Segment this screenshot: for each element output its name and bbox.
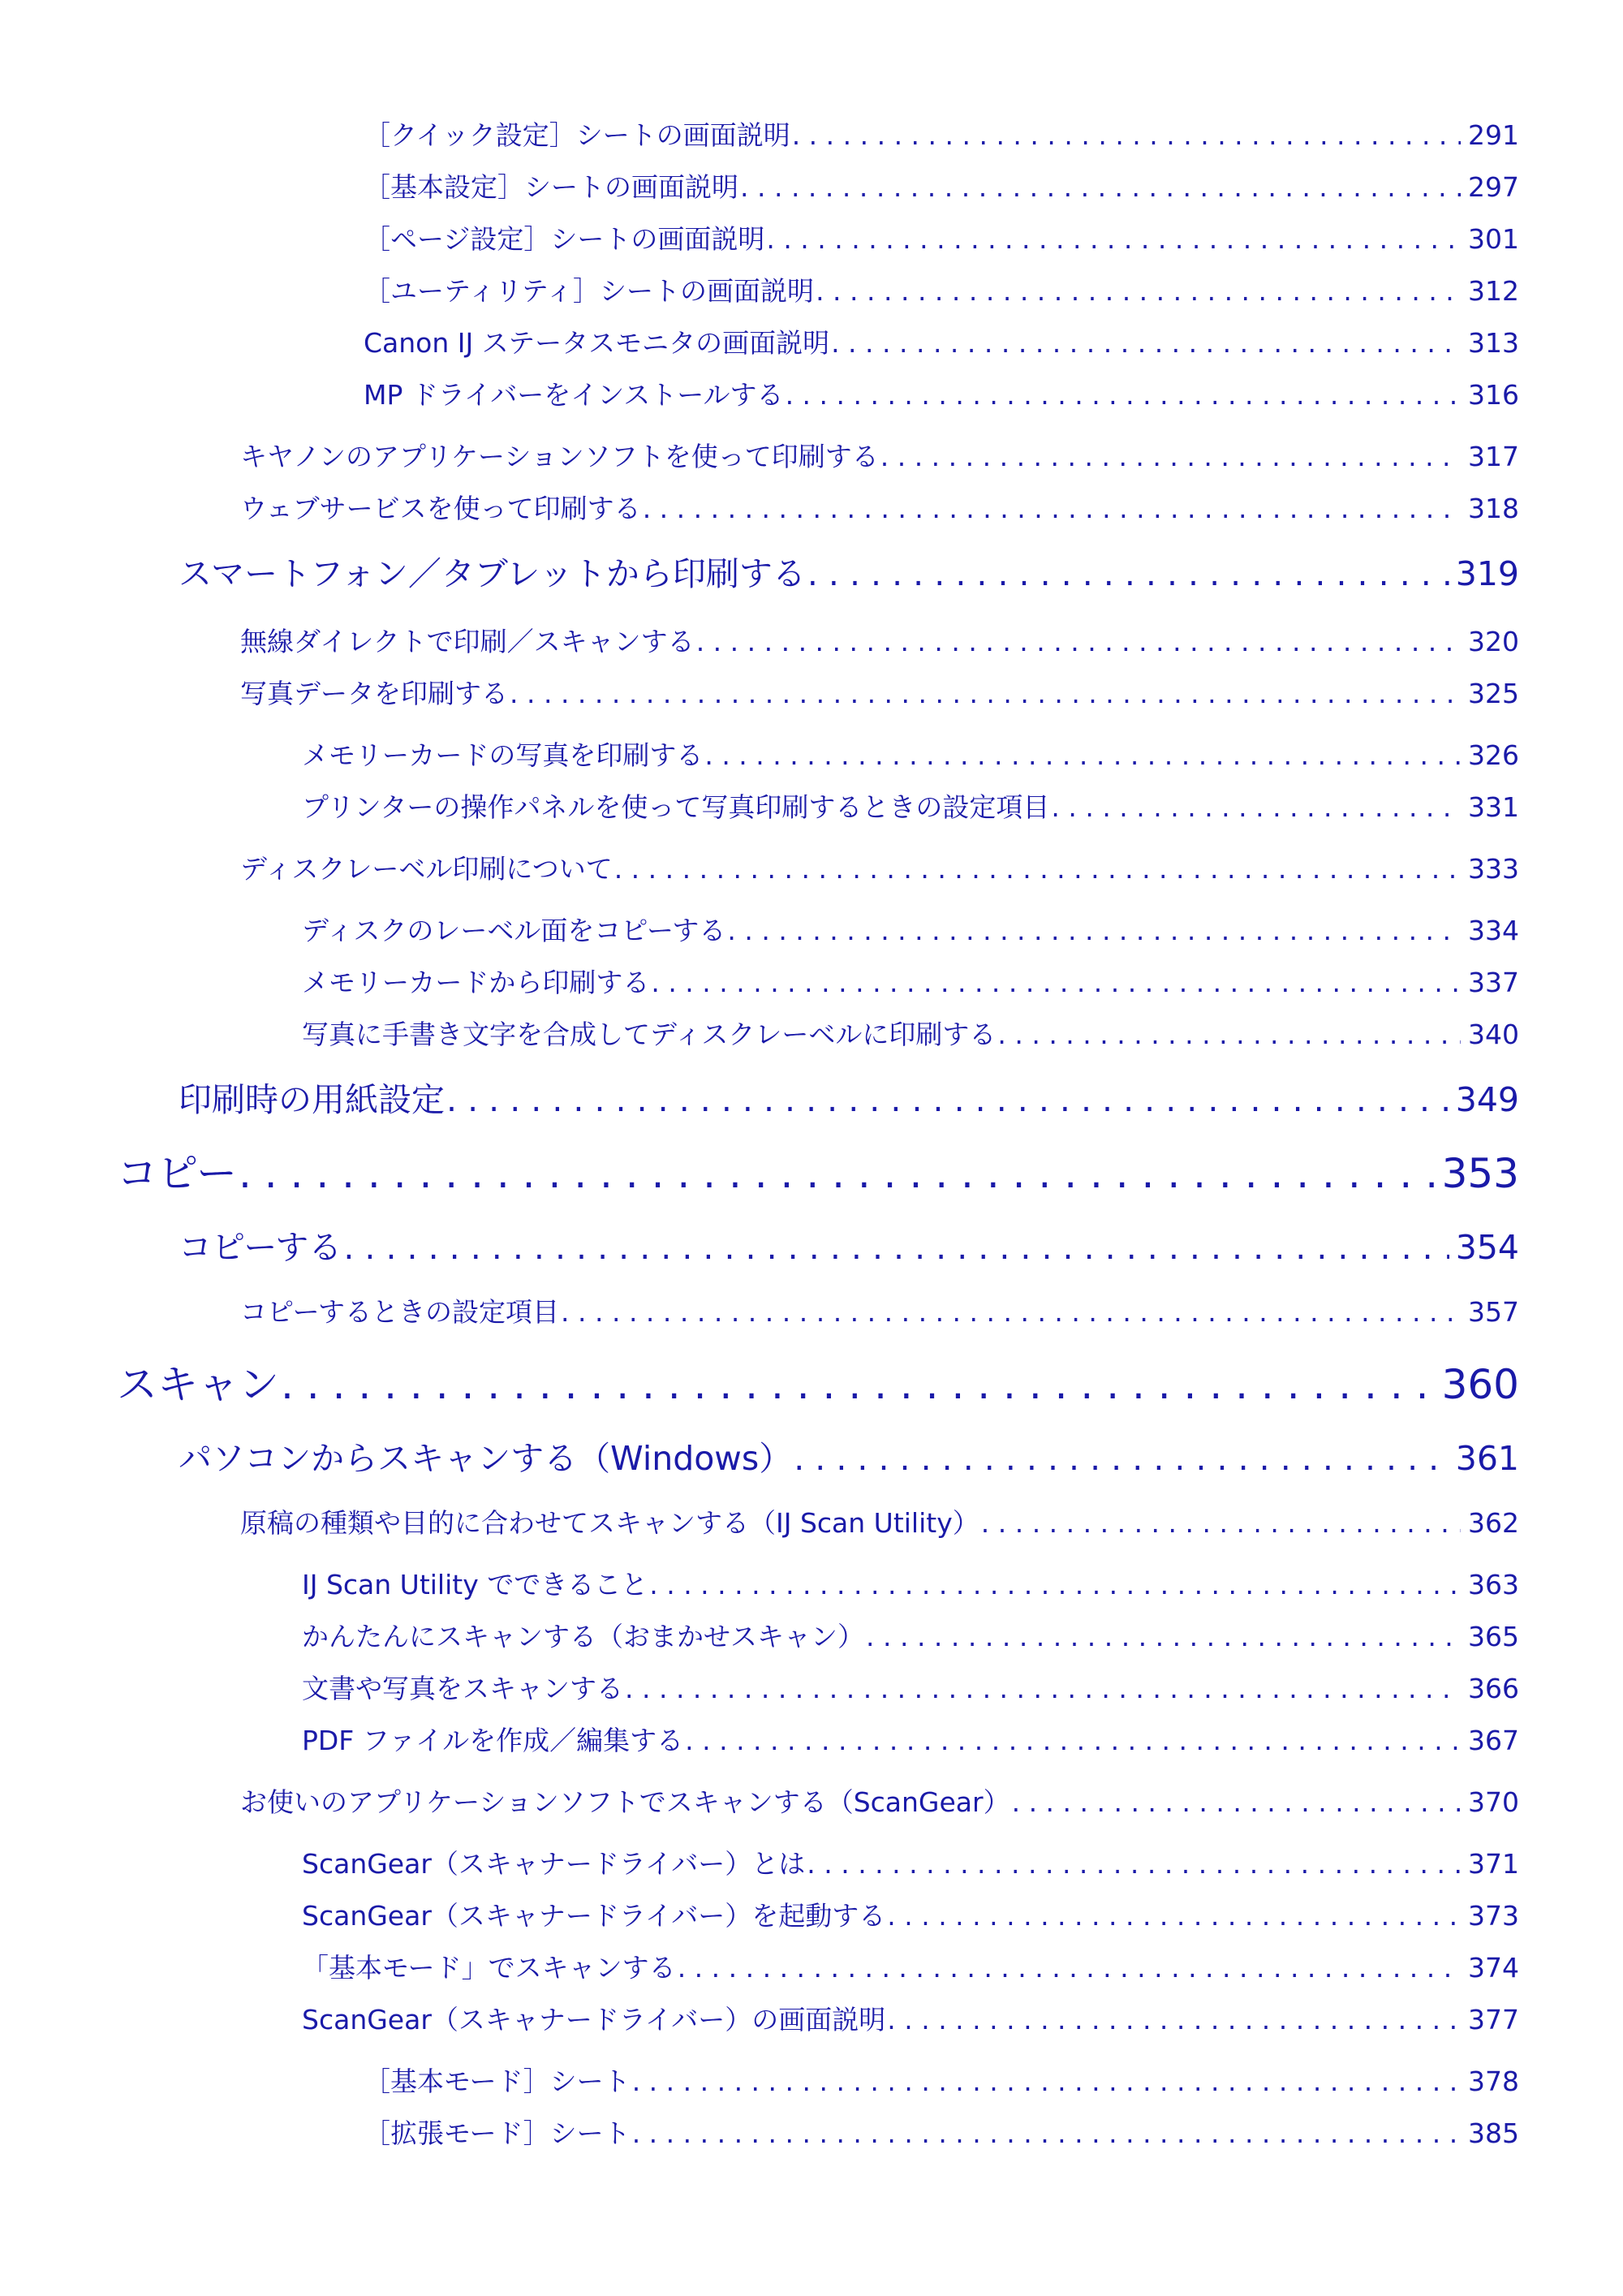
toc-entry-title: 文書や写真をスキャンする (302, 1673, 623, 1704)
toc-page-number: 377 (1468, 2004, 1519, 2035)
toc-entry[interactable] (364, 117, 1519, 154)
toc-dot-leader (794, 1437, 1449, 1480)
toc-entry[interactable] (302, 1566, 1519, 1604)
toc-entry[interactable] (364, 2115, 1519, 2152)
toc-entry[interactable] (240, 675, 1519, 713)
toc-entry[interactable] (302, 964, 1519, 1002)
toc-dot-leader (446, 1078, 1449, 1122)
toc-entry[interactable] (364, 325, 1519, 362)
toc-entry[interactable] (240, 1784, 1519, 1821)
toc-dot-leader (649, 1566, 1461, 1604)
toc-dot-leader (786, 377, 1461, 414)
toc-entry-title: 写真に手書き文字を合成してディスクレーベルに印刷する (302, 1019, 997, 1050)
toc-page-number: 366 (1468, 1673, 1519, 1704)
toc-entry[interactable] (179, 1226, 1519, 1269)
toc-entry[interactable] (117, 1359, 1519, 1411)
toc-entry[interactable] (364, 2063, 1519, 2100)
toc-entry[interactable] (302, 1670, 1519, 1708)
toc-entry-title: 無線ダイレクトで印刷／スキャンする (240, 626, 695, 657)
toc-entry[interactable] (302, 1898, 1519, 1935)
toc-page-number: 325 (1468, 678, 1519, 709)
toc-dot-leader (343, 1226, 1449, 1269)
toc-entry-title: キヤノンのアプリケーションソフトを使って印刷する (240, 441, 879, 472)
toc-dot-leader (643, 490, 1461, 528)
toc-entry[interactable] (302, 1949, 1519, 1987)
toc-page-number: 362 (1468, 1507, 1519, 1539)
toc-entry-title: 原稿の種類や目的に合わせてスキャンする（IJ Scan Utility） (240, 1507, 979, 1539)
toc-page-number: 326 (1468, 739, 1519, 771)
toc-page-number: 370 (1468, 1786, 1519, 1818)
toc-dot-leader (625, 1670, 1461, 1708)
toc-page-number: 340 (1468, 1019, 1519, 1050)
toc-entry-title: ［基本モード］シート (364, 2066, 631, 2097)
toc-page-number: 313 (1468, 327, 1519, 359)
toc-entry[interactable] (364, 273, 1519, 310)
toc-entry-title: ［基本設定］シートの画面説明 (364, 171, 738, 203)
toc-entry-title: スマートフォン／タブレットから印刷する (179, 554, 806, 593)
toc-entry-title: ScanGear（スキャナードライバー）を起動する (302, 1900, 886, 1932)
toc-entry-title: 「基本モード」でスキャンする (302, 1952, 676, 1984)
toc-page-number: 365 (1468, 1621, 1519, 1652)
toc-entry-title: コピー (117, 1150, 237, 1197)
toc-dot-leader (1051, 789, 1461, 826)
toc-dot-leader (807, 1846, 1461, 1883)
toc-page-number: 367 (1468, 1725, 1519, 1756)
toc-page-number: 371 (1468, 1848, 1519, 1880)
toc-page-number: 357 (1468, 1296, 1519, 1328)
toc-entry[interactable] (240, 623, 1519, 661)
toc-page-number: 354 (1455, 1228, 1519, 1267)
toc-entry-title: コピーする (179, 1228, 342, 1267)
toc-dot-leader (866, 1618, 1461, 1656)
toc-dot-leader (614, 851, 1461, 888)
toc-entry-title: 印刷時の用紙設定 (179, 1080, 445, 1119)
toc-page-number: 320 (1468, 626, 1519, 657)
toc-dot-leader (831, 325, 1461, 362)
toc-entry[interactable] (302, 1846, 1519, 1883)
toc-entry[interactable] (179, 1437, 1519, 1480)
toc-page-number: 360 (1441, 1361, 1519, 1408)
toc-page-number: 331 (1468, 791, 1519, 823)
toc-entry[interactable] (302, 789, 1519, 826)
toc-dot-leader (561, 1294, 1461, 1331)
toc-entry[interactable] (179, 1078, 1519, 1122)
toc-dot-leader (740, 169, 1461, 206)
toc-entry-title: IJ Scan Utility でできること (302, 1569, 648, 1600)
toc-entry-title: メモリーカードから印刷する (302, 967, 650, 998)
toc-entry-title: 写真データを印刷する (240, 678, 508, 709)
toc-page-number: 374 (1468, 1952, 1519, 1984)
toc-entry-title: ScanGear（スキャナードライバー）とは (302, 1848, 806, 1880)
toc-entry-title: ［ユーティリティ］シートの画面説明 (364, 275, 815, 307)
toc-page-number: 319 (1455, 554, 1519, 593)
toc-page-number: 317 (1468, 441, 1519, 472)
toc-entry[interactable] (302, 2001, 1519, 2039)
toc-page-number: 301 (1468, 223, 1519, 255)
toc-entry-title: ウェブサービスを使って印刷する (240, 493, 641, 524)
toc-dot-leader (807, 552, 1449, 596)
toc-entry[interactable] (240, 1294, 1519, 1331)
toc-dot-leader (792, 117, 1461, 154)
toc-page-number: 363 (1468, 1569, 1519, 1600)
toc-page-number: 361 (1455, 1439, 1519, 1478)
toc-entry[interactable] (302, 1722, 1519, 1760)
toc-page-number: 316 (1468, 379, 1519, 411)
toc-dot-leader (880, 438, 1461, 476)
toc-entry-title: スキャン (117, 1361, 279, 1408)
toc-dot-leader (281, 1359, 1436, 1411)
toc-page-number: 318 (1468, 493, 1519, 524)
toc-entry-title: ディスクのレーベル面をコピーする (302, 915, 726, 946)
toc-entry[interactable] (302, 912, 1519, 950)
toc-dot-leader (239, 1148, 1436, 1200)
toc-page-number: 291 (1468, 119, 1519, 151)
toc-page-number: 378 (1468, 2066, 1519, 2097)
toc-entry[interactable] (364, 377, 1519, 414)
toc-entry[interactable] (302, 1618, 1519, 1656)
toc-entry-title: Canon IJ ステータスモニタの画面説明 (364, 327, 830, 359)
toc-page-number: 312 (1468, 275, 1519, 307)
toc-page-number: 337 (1468, 967, 1519, 998)
toc-entry[interactable] (240, 490, 1519, 528)
toc-dot-leader (981, 1505, 1461, 1542)
toc-dot-leader (766, 221, 1461, 258)
toc-page-number: 385 (1468, 2117, 1519, 2149)
toc-entry[interactable] (179, 552, 1519, 596)
toc-entry[interactable] (240, 438, 1519, 476)
toc-dot-leader (816, 273, 1461, 310)
toc-entry-title: ［拡張モード］シート (364, 2117, 631, 2149)
toc-dot-leader (678, 1949, 1461, 1987)
toc-dot-leader (997, 1016, 1461, 1053)
toc-dot-leader (727, 912, 1461, 950)
toc-entry[interactable] (364, 169, 1519, 206)
toc-entry[interactable] (302, 1016, 1519, 1053)
toc-page-number: 297 (1468, 171, 1519, 203)
toc-page-number: 353 (1441, 1150, 1519, 1197)
toc-dot-leader (632, 2063, 1461, 2100)
toc-entry-title: お使いのアプリケーションソフトでスキャンする（ScanGear） (240, 1786, 1010, 1818)
toc-dot-leader (887, 1898, 1461, 1935)
toc-page-number: 333 (1468, 853, 1519, 885)
toc-entry-title: MP ドライバーをインストールする (364, 379, 784, 411)
toc-entry-title: コピーするときの設定項目 (240, 1296, 560, 1328)
toc-entry-title: ScanGear（スキャナードライバー）の画面説明 (302, 2004, 886, 2035)
toc-entry[interactable] (240, 1505, 1519, 1542)
toc-dot-leader (1012, 1784, 1461, 1821)
toc-entry-title: パソコンからスキャンする（Windows） (179, 1439, 793, 1478)
toc-entry-title: メモリーカードの写真を印刷する (302, 739, 704, 771)
toc-entry[interactable] (364, 221, 1519, 258)
toc-page-number: 373 (1468, 1900, 1519, 1932)
toc-entry[interactable] (117, 1148, 1519, 1200)
toc-entry-title: ［クイック設定］シートの画面説明 (364, 119, 790, 151)
toc-dot-leader (696, 623, 1461, 661)
toc-entry-title: ［ページ設定］シートの画面説明 (364, 223, 765, 255)
toc-dot-leader (510, 675, 1461, 713)
toc-entry-title: かんたんにスキャンする（おまかせスキャン） (302, 1621, 864, 1652)
toc-page-number: 334 (1468, 915, 1519, 946)
toc-page-number: 349 (1455, 1080, 1519, 1119)
toc-dot-leader (651, 964, 1461, 1002)
toc-entry-title: プリンターの操作パネルを使って写真印刷するときの設定項目 (302, 791, 1050, 823)
toc-dot-leader (685, 1722, 1461, 1760)
toc-dot-leader (704, 737, 1461, 774)
toc-entry[interactable] (302, 737, 1519, 774)
toc-entry-title: ディスクレーベル印刷について (240, 853, 613, 885)
toc-dot-leader (632, 2115, 1461, 2152)
toc-dot-leader (887, 2001, 1461, 2039)
toc-entry[interactable] (240, 851, 1519, 888)
toc-entry-title: PDF ファイルを作成／編集する (302, 1725, 684, 1756)
